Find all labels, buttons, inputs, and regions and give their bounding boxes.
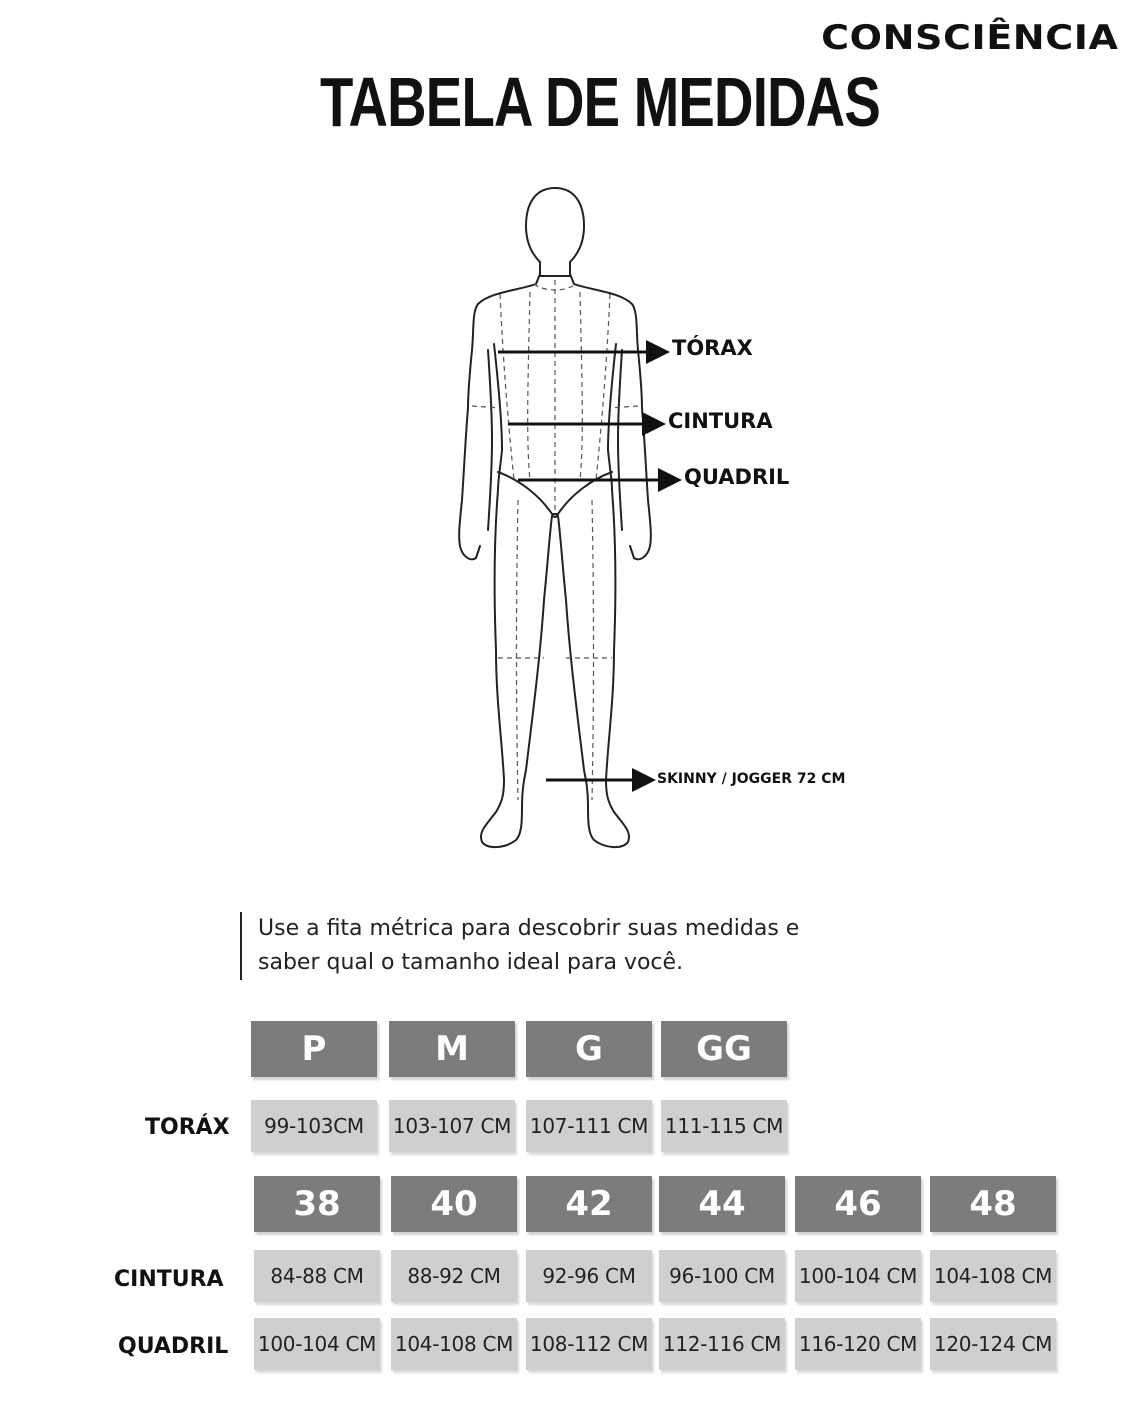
torax-cell-g: 107-111 CM bbox=[526, 1100, 652, 1152]
quadril-label: QUADRIL bbox=[684, 465, 790, 489]
quadril-cell-48: 120-124 CM bbox=[930, 1318, 1056, 1370]
quadril-cell-40: 104-108 CM bbox=[391, 1318, 517, 1370]
quadril-cell-46: 116-120 CM bbox=[795, 1318, 921, 1370]
cintura-cell-40: 88-92 CM bbox=[391, 1250, 517, 1302]
cintura-cell-38: 84-88 CM bbox=[254, 1250, 380, 1302]
cintura-cell-48: 104-108 CM bbox=[930, 1250, 1056, 1302]
page-title: TABELA DE MEDIDAS bbox=[319, 63, 881, 141]
torax-row-label: TORÁX bbox=[145, 1115, 230, 1140]
size-header-44: 44 bbox=[659, 1176, 785, 1232]
size-header-40: 40 bbox=[391, 1176, 517, 1232]
cintura-label: CINTURA bbox=[668, 409, 773, 433]
size-header-m: M bbox=[389, 1021, 515, 1077]
torax-cell-m: 103-107 CM bbox=[389, 1100, 515, 1152]
cintura-cell-46: 100-104 CM bbox=[795, 1250, 921, 1302]
size-header-42: 42 bbox=[526, 1176, 652, 1232]
cintura-cell-44: 96-100 CM bbox=[659, 1250, 785, 1302]
quadril-cell-42: 108-112 CM bbox=[526, 1318, 652, 1370]
skinny-jogger-label: SKINNY / JOGGER 72 CM bbox=[657, 771, 846, 787]
torax-cell-p: 99-103CM bbox=[251, 1100, 377, 1152]
size-header-p: P bbox=[251, 1021, 377, 1077]
size-header-46: 46 bbox=[795, 1176, 921, 1232]
measuring-tip-line-1: Use a fita métrica para descobrir suas medidas e bbox=[258, 916, 800, 941]
measuring-tip bbox=[240, 912, 878, 980]
size-header-gg: GG bbox=[661, 1021, 787, 1077]
quadril-row-label: QUADRIL bbox=[118, 1334, 229, 1359]
torax-cell-gg: 111-115 CM bbox=[661, 1100, 787, 1152]
size-header-38: 38 bbox=[254, 1176, 380, 1232]
cintura-row-label: CINTURA bbox=[114, 1267, 224, 1292]
torax-label: TÓRAX bbox=[672, 336, 753, 360]
measuring-tip-line-2: saber qual o tamanho ideal para você. bbox=[258, 950, 684, 975]
size-header-48: 48 bbox=[930, 1176, 1056, 1232]
quadril-cell-38: 100-104 CM bbox=[254, 1318, 380, 1370]
quadril-cell-44: 112-116 CM bbox=[659, 1318, 785, 1370]
brand-logo: CONSCIÊNCIA bbox=[820, 18, 1118, 58]
cintura-cell-42: 92-96 CM bbox=[526, 1250, 652, 1302]
size-header-g: G bbox=[526, 1021, 652, 1077]
